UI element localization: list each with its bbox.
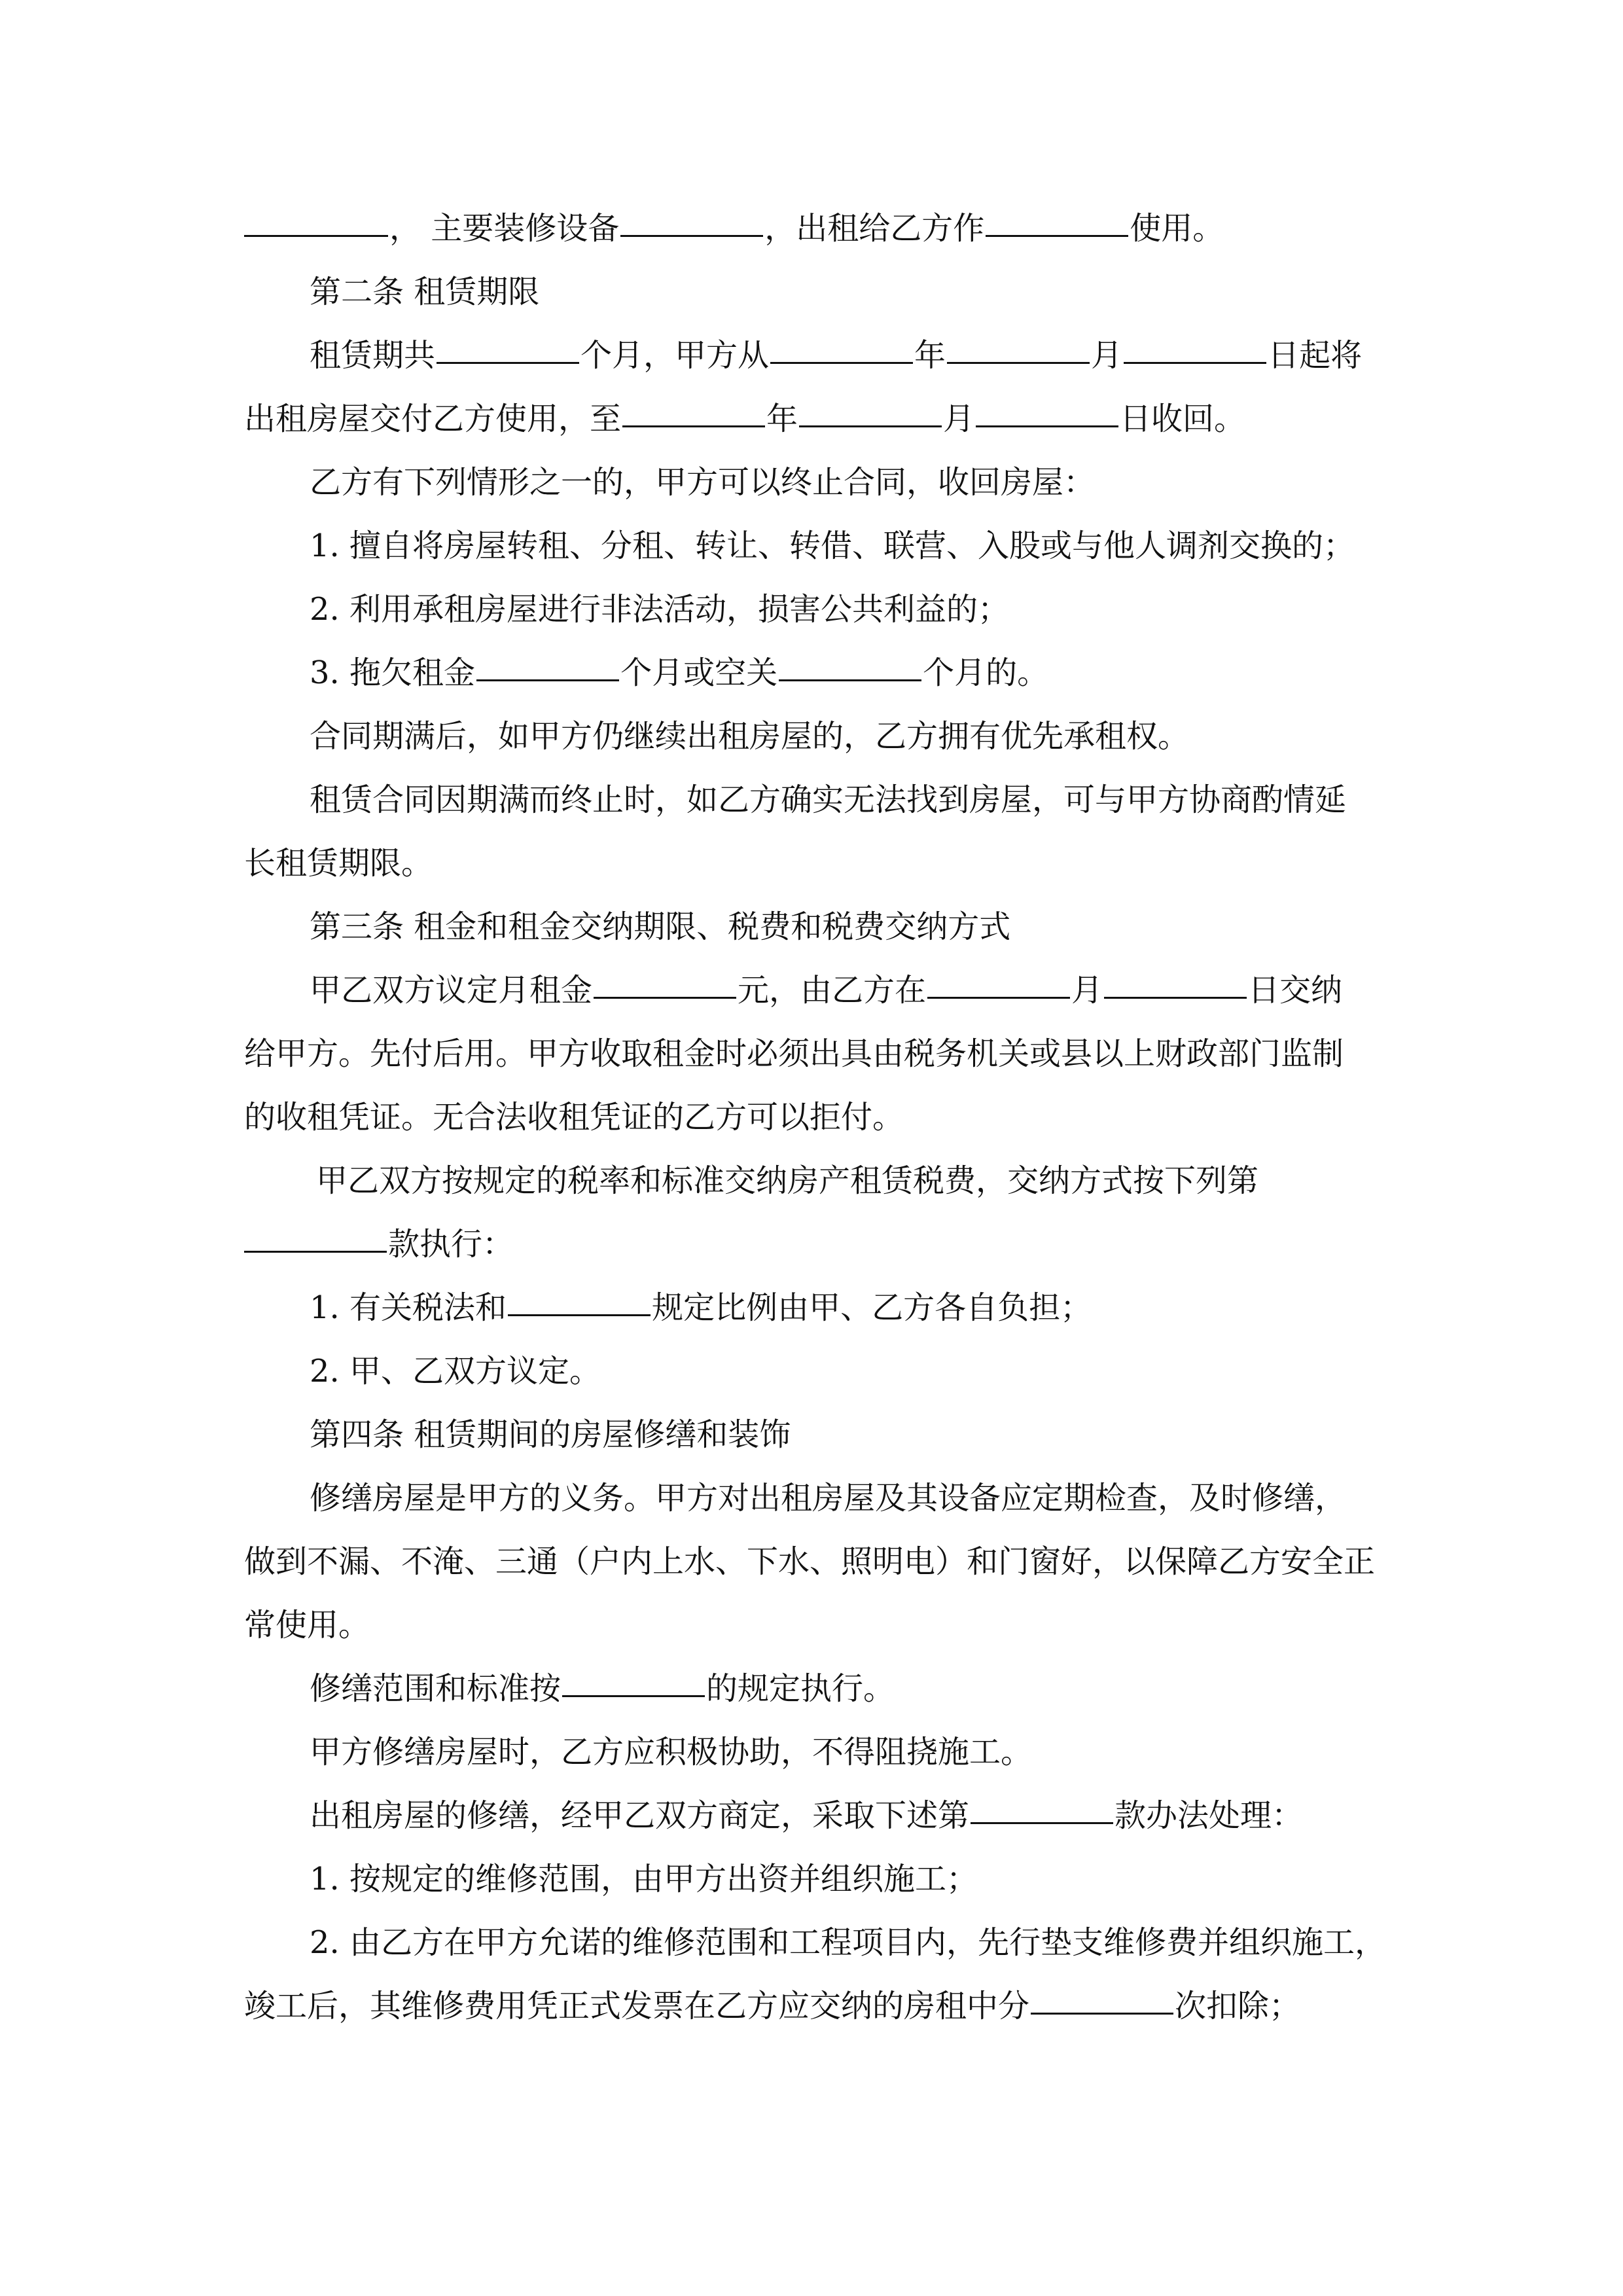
fill-blank [947,323,1090,364]
fill-blank [244,1211,387,1253]
paragraph-line [0,767,1623,833]
line-text: 1. 按规定的维修范围，由甲方出资并组织施工； [310,1861,978,1897]
line-text: 竣工后，其维修费用凭正式发票在乙方应交纳的房租中分 [244,1988,1030,2024]
paragraph-line [0,704,1623,769]
fill-blank [1124,323,1266,364]
line-text: 使用。 [1130,210,1224,247]
list-item [0,577,1623,642]
paragraph-line [0,1211,1623,1277]
line-text: 2. 甲、乙双方议定。 [310,1353,601,1390]
line-text: 合同期满后，如甲方仍继续出租房屋的，乙方拥有优先承租权。 [310,718,1190,755]
section-heading [0,1402,1623,1467]
line-text: 个月或空关 [620,655,778,691]
paragraph-line [0,386,1623,452]
fill-blank [476,640,619,681]
line-text: 日起将 [1268,337,1363,374]
fill-blank [594,958,736,999]
line-text: 款执行： [388,1226,514,1263]
paragraph-line [0,958,1623,1023]
fill-blank [971,1783,1113,1824]
fill-blank [622,386,765,427]
line-text: 次扣除； [1175,1988,1301,2024]
line-text: 3. 拖欠租金 [310,655,476,691]
line-text: 甲乙双方按规定的税率和标准交纳房产租赁税费，交纳方式按下列第 [316,1162,1259,1199]
fill-blank [437,323,579,364]
line-text: 租赁合同因期满而终止时，如乙方确实无法找到房屋，可与甲方协商酌情延 [310,781,1347,818]
line-text: 的规定执行。 [706,1670,895,1707]
line-text: 个月的。 [923,655,1049,691]
paragraph-line [0,1148,1623,1213]
paragraph-line [0,196,1623,261]
line-text: 个月，甲方从 [580,337,770,374]
line-text: 1. 有关税法和 [310,1289,507,1326]
section-heading [0,259,1623,325]
line-text: 2. 由乙方在甲方允诺的维修范围和工程项目内，先行垫支维修费并组织施工， [310,1924,1387,1961]
fill-blank [620,196,763,237]
fill-blank [986,196,1128,237]
line-text: 给甲方。先付后用。甲方收取租金时必须出具由税务机关或县以上财政部门监制 [244,1035,1344,1072]
line-text: ， 主要装修设备 [389,210,620,247]
line-text: 元，由乙方在 [738,972,927,1009]
line-text: 第四条 租赁期间的房屋修缮和装饰 [310,1416,791,1453]
fill-blank [1031,1973,1173,2015]
fill-blank [562,1656,705,1697]
paragraph-line [0,1592,1623,1658]
paragraph-line [0,1085,1623,1150]
paragraph-line [0,1465,1623,1531]
line-text: ，出租给乙方作 [764,210,985,247]
list-item [0,1910,1623,1975]
list-item [0,640,1623,706]
line-text: 年 [766,401,798,437]
line-text: 的收租凭证。无合法收租凭证的乙方可以拒付。 [244,1099,904,1136]
line-text: 甲乙双方议定月租金 [310,972,593,1009]
paragraph-line [0,323,1623,388]
line-text: 做到不漏、不淹、三通（户内上水、下水、照明电）和门窗好，以保障乙方安全正 [244,1543,1376,1580]
section-heading [0,894,1623,960]
line-text: 长租赁期限。 [244,845,433,882]
line-text: 出租房屋交付乙方使用，至 [244,401,622,437]
line-text: 月 [1091,337,1123,374]
line-text: 月 [1071,972,1103,1009]
paragraph-line [0,1719,1623,1785]
line-text: 款办法处理： [1115,1797,1304,1834]
line-text: 修缮范围和标准按 [310,1670,562,1707]
line-text: 甲方修缮房屋时，乙方应积极协助，不得阻挠施工。 [310,1734,1033,1770]
fill-blank [779,640,921,681]
fill-blank [244,196,388,237]
line-text: 乙方有下列情形之一的，甲方可以终止合同，收回房屋： [310,464,1096,501]
fill-blank [1104,958,1247,999]
list-item [0,513,1623,579]
list-item [0,1275,1623,1340]
paragraph-line [0,1529,1623,1594]
line-text: 日交纳 [1248,972,1343,1009]
line-text: 第二条 租赁期限 [310,274,540,310]
line-text: 出租房屋的修缮，经甲乙双方商定，采取下述第 [310,1797,970,1834]
line-text: 规定比例由甲、乙方各自负担； [652,1289,1092,1326]
line-text: 日收回。 [1120,401,1246,437]
fill-blank [976,386,1118,427]
fill-blank [508,1275,651,1316]
paragraph-line [0,1656,1623,1721]
line-text: 年 [914,337,946,374]
list-item [0,1846,1623,1912]
fill-blank [927,958,1070,999]
paragraph-line [0,450,1623,515]
line-text: 修缮房屋是甲方的义务。甲方对出租房屋及其设备应定期检查，及时修缮， [310,1480,1347,1516]
line-text: 月 [943,401,975,437]
line-text: 第三条 租金和租金交纳期限、税费和税费交纳方式 [310,908,1011,945]
line-text: 常使用。 [244,1607,370,1643]
line-text: 1. 擅自将房屋转租、分租、转让、转借、联营、入股或与他人调剂交换的； [310,528,1355,564]
paragraph-line [0,1783,1623,1848]
line-text: 租赁期共 [310,337,436,374]
line-text: 2. 利用承租房屋进行非法活动，损害公共利益的； [310,591,1010,628]
paragraph-line [0,1021,1623,1086]
list-item [0,1338,1623,1404]
fill-blank [799,386,942,427]
paragraph-line [0,831,1623,896]
fill-blank [770,323,913,364]
paragraph-line [0,1973,1623,2039]
